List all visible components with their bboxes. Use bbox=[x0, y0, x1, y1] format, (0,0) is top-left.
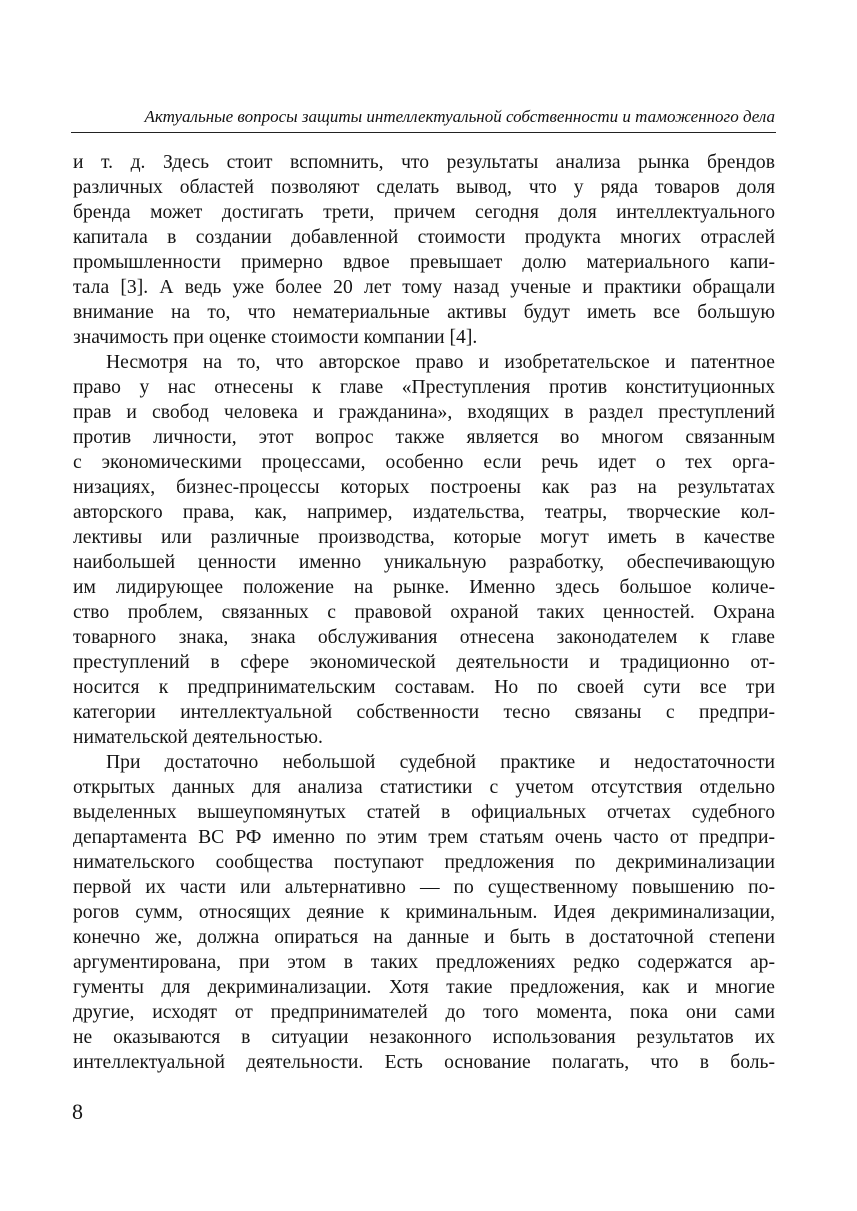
text-line: против личности, этот вопрос также является во многом связанным bbox=[73, 427, 775, 448]
text-line: не оказываются в ситуации незаконного использования результатов их bbox=[73, 1027, 775, 1048]
text-line: и т. д. Здесь стоит вспомнить, что результаты анализа рынка брендов bbox=[73, 152, 775, 173]
text-line: значимость при оценке стоимости компании [4]. bbox=[73, 327, 478, 348]
text-line: первой их части или альтернативно — по существенному повышению по- bbox=[73, 877, 775, 898]
text-line: бренда может достигать трети, причем сегодня доля интеллектуального bbox=[73, 202, 775, 223]
text-line: наибольшей ценности именно уникальную разработку, обеспечивающую bbox=[73, 552, 775, 573]
text-line: прав и свобод человека и гражданина», входящих в раздел преступлений bbox=[73, 402, 775, 423]
text-line: При достаточно небольшой судебной практике и недостаточности bbox=[106, 752, 775, 773]
text-line: капитала в создании добавленной стоимости продукта многих отраслей bbox=[73, 227, 775, 248]
paragraph-2 bbox=[73, 350, 775, 750]
text-line: товарного знака, знака обслуживания отнесена законодателем к главе bbox=[73, 627, 775, 648]
text-line: им лидирующее положение на рынке. Именно здесь большое количе- bbox=[73, 577, 775, 598]
text-line: промышленности примерно вдвое превышает долю материального капи- bbox=[73, 252, 775, 273]
text-line: различных областей позволяют сделать вывод, что у ряда товаров доля bbox=[73, 177, 775, 198]
text-line: низациях, бизнес-процессы которых построены как раз на результатах bbox=[73, 477, 775, 498]
running-header: Актуальные вопросы защиты интеллектуальной собственности и таможенного дела bbox=[144, 107, 775, 126]
text-line: тала [3]. А ведь уже более 20 лет тому назад ученые и практики обращали bbox=[73, 277, 775, 298]
text-line: департамента ВС РФ именно по этим трем статьям очень часто от предпри- bbox=[73, 827, 775, 848]
text-line: с экономическими процессами, особенно если речь идет о тех орга- bbox=[73, 452, 775, 473]
header-rule bbox=[71, 132, 776, 133]
text-line: нимательской деятельностью. bbox=[73, 727, 323, 748]
text-line: право у нас отнесены к главе «Преступления против конституционных bbox=[73, 377, 775, 398]
text-line: внимание на то, что нематериальные активы будут иметь все большую bbox=[73, 302, 775, 323]
paragraph-1 bbox=[73, 150, 775, 350]
text-line: носится к предпринимательским составам. Но по своей сути все три bbox=[73, 677, 775, 698]
page-number: 8 bbox=[72, 1099, 83, 1124]
text-line: Несмотря на то, что авторское право и изобретательское и патентное bbox=[106, 352, 775, 373]
paragraph-3 bbox=[73, 750, 775, 1075]
text-line: другие, исходят от предпринимателей до того момента, пока они сами bbox=[73, 1002, 775, 1023]
text-line: преступлений в сфере экономической деятельности и традиционно от- bbox=[73, 652, 775, 673]
text-line: выделенных вышеупомянутых статей в официальных отчетах судебного bbox=[73, 802, 775, 823]
text-line: авторского права, как, например, издательства, театры, творческие кол- bbox=[73, 502, 775, 523]
text-line: ство проблем, связанных с правовой охраной таких ценностей. Охрана bbox=[73, 602, 775, 623]
text-line: гументы для декриминализации. Хотя такие предложения, как и многие bbox=[73, 977, 775, 998]
text-line: лективы или различные производства, которые могут иметь в качестве bbox=[73, 527, 775, 548]
text-line: открытых данных для анализа статистики с учетом отсутствия отдельно bbox=[73, 777, 775, 798]
text-line: интеллектуальной деятельности. Есть основание полагать, что в боль- bbox=[73, 1052, 775, 1073]
text-line: рогов сумм, относящих деяние к криминальным. Идея декриминализации, bbox=[73, 902, 775, 923]
text-line: аргументирована, при этом в таких предложениях редко содержатся ар- bbox=[73, 952, 775, 973]
text-line: нимательского сообщества поступают предложения по декриминализации bbox=[73, 852, 775, 873]
body-text bbox=[73, 150, 775, 1075]
text-line: категории интеллектуальной собственности тесно связаны с предпри- bbox=[73, 702, 775, 723]
text-line: конечно же, должна опираться на данные и быть в достаточной степени bbox=[73, 927, 775, 948]
